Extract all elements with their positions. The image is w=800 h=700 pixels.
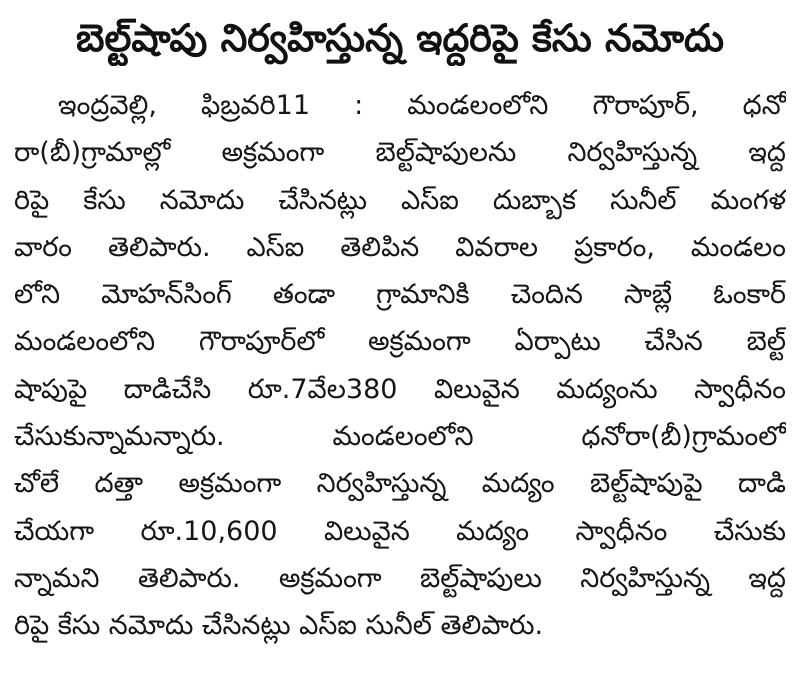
article-line: మండలంలోని గౌరాపూర్‌లో అక్రమంగా ఏర్పాటు చేసిన బెల్ట్‌	[14, 326, 786, 358]
article-line: ఇంద్రవెల్లి, ఫిబ్రవరి11 : మండలంలోని గౌరాపూర్‌, ధనో	[58, 90, 786, 121]
article-body	[14, 82, 786, 650]
article-line: చేసుకున్నామన్నారు. మండలంలోని ధనోరా(బీ)గ్రామంలో	[14, 421, 786, 453]
article-line: న్నామని తెలిపారు. అక్రమంగా బెల్ట్‌షాపులు నిర్వహిస్తున్న ఇద్ద	[14, 562, 786, 594]
headline: బెల్ట్‌షాపు నిర్వహిస్తున్న ఇద్దరిపై కేసు నమోదు	[75, 16, 725, 60]
article-line: షాపుపై దాడిచేసి రూ.7వేల380 విలువైన మద్యంను స్వాధీనం	[14, 373, 786, 405]
article-line: లోని మోహన్‌సింగ్‌ తండా గ్రామానికి చెందిన సాబ్లే ఓంకార్‌	[14, 279, 786, 311]
article-line: రిపై కేసు నమోదు చేసినట్లు ఎస్‌ఐ దుబ్బాక సునీల్‌ మంగళ	[14, 184, 786, 216]
article-line: రా(బీ)గ్రామాల్లో అక్రమంగా బెల్ట్‌షాపులను నిర్వహిస్తున్న ఇద్ద	[14, 137, 786, 169]
article-line: రిపై కేసు నమోదు చేసినట్లు ఎస్‌ఐ సునీల్‌ తెలిపారు.	[14, 610, 544, 642]
article-line: వారం తెలిపారు. ఎస్‌ఐ తెలిపిన వివరాల ప్రకారం, మండలం	[14, 231, 786, 263]
article-line: చోలే దత్తా అక్రమంగా నిర్వహిస్తున్న మద్యం బెల్ట్‌షాపుపై దాడి	[14, 468, 786, 500]
article-line: చేయగా రూ.10,600 విలువైన మద్యం స్వాధీనం చేసుకు	[14, 515, 786, 547]
